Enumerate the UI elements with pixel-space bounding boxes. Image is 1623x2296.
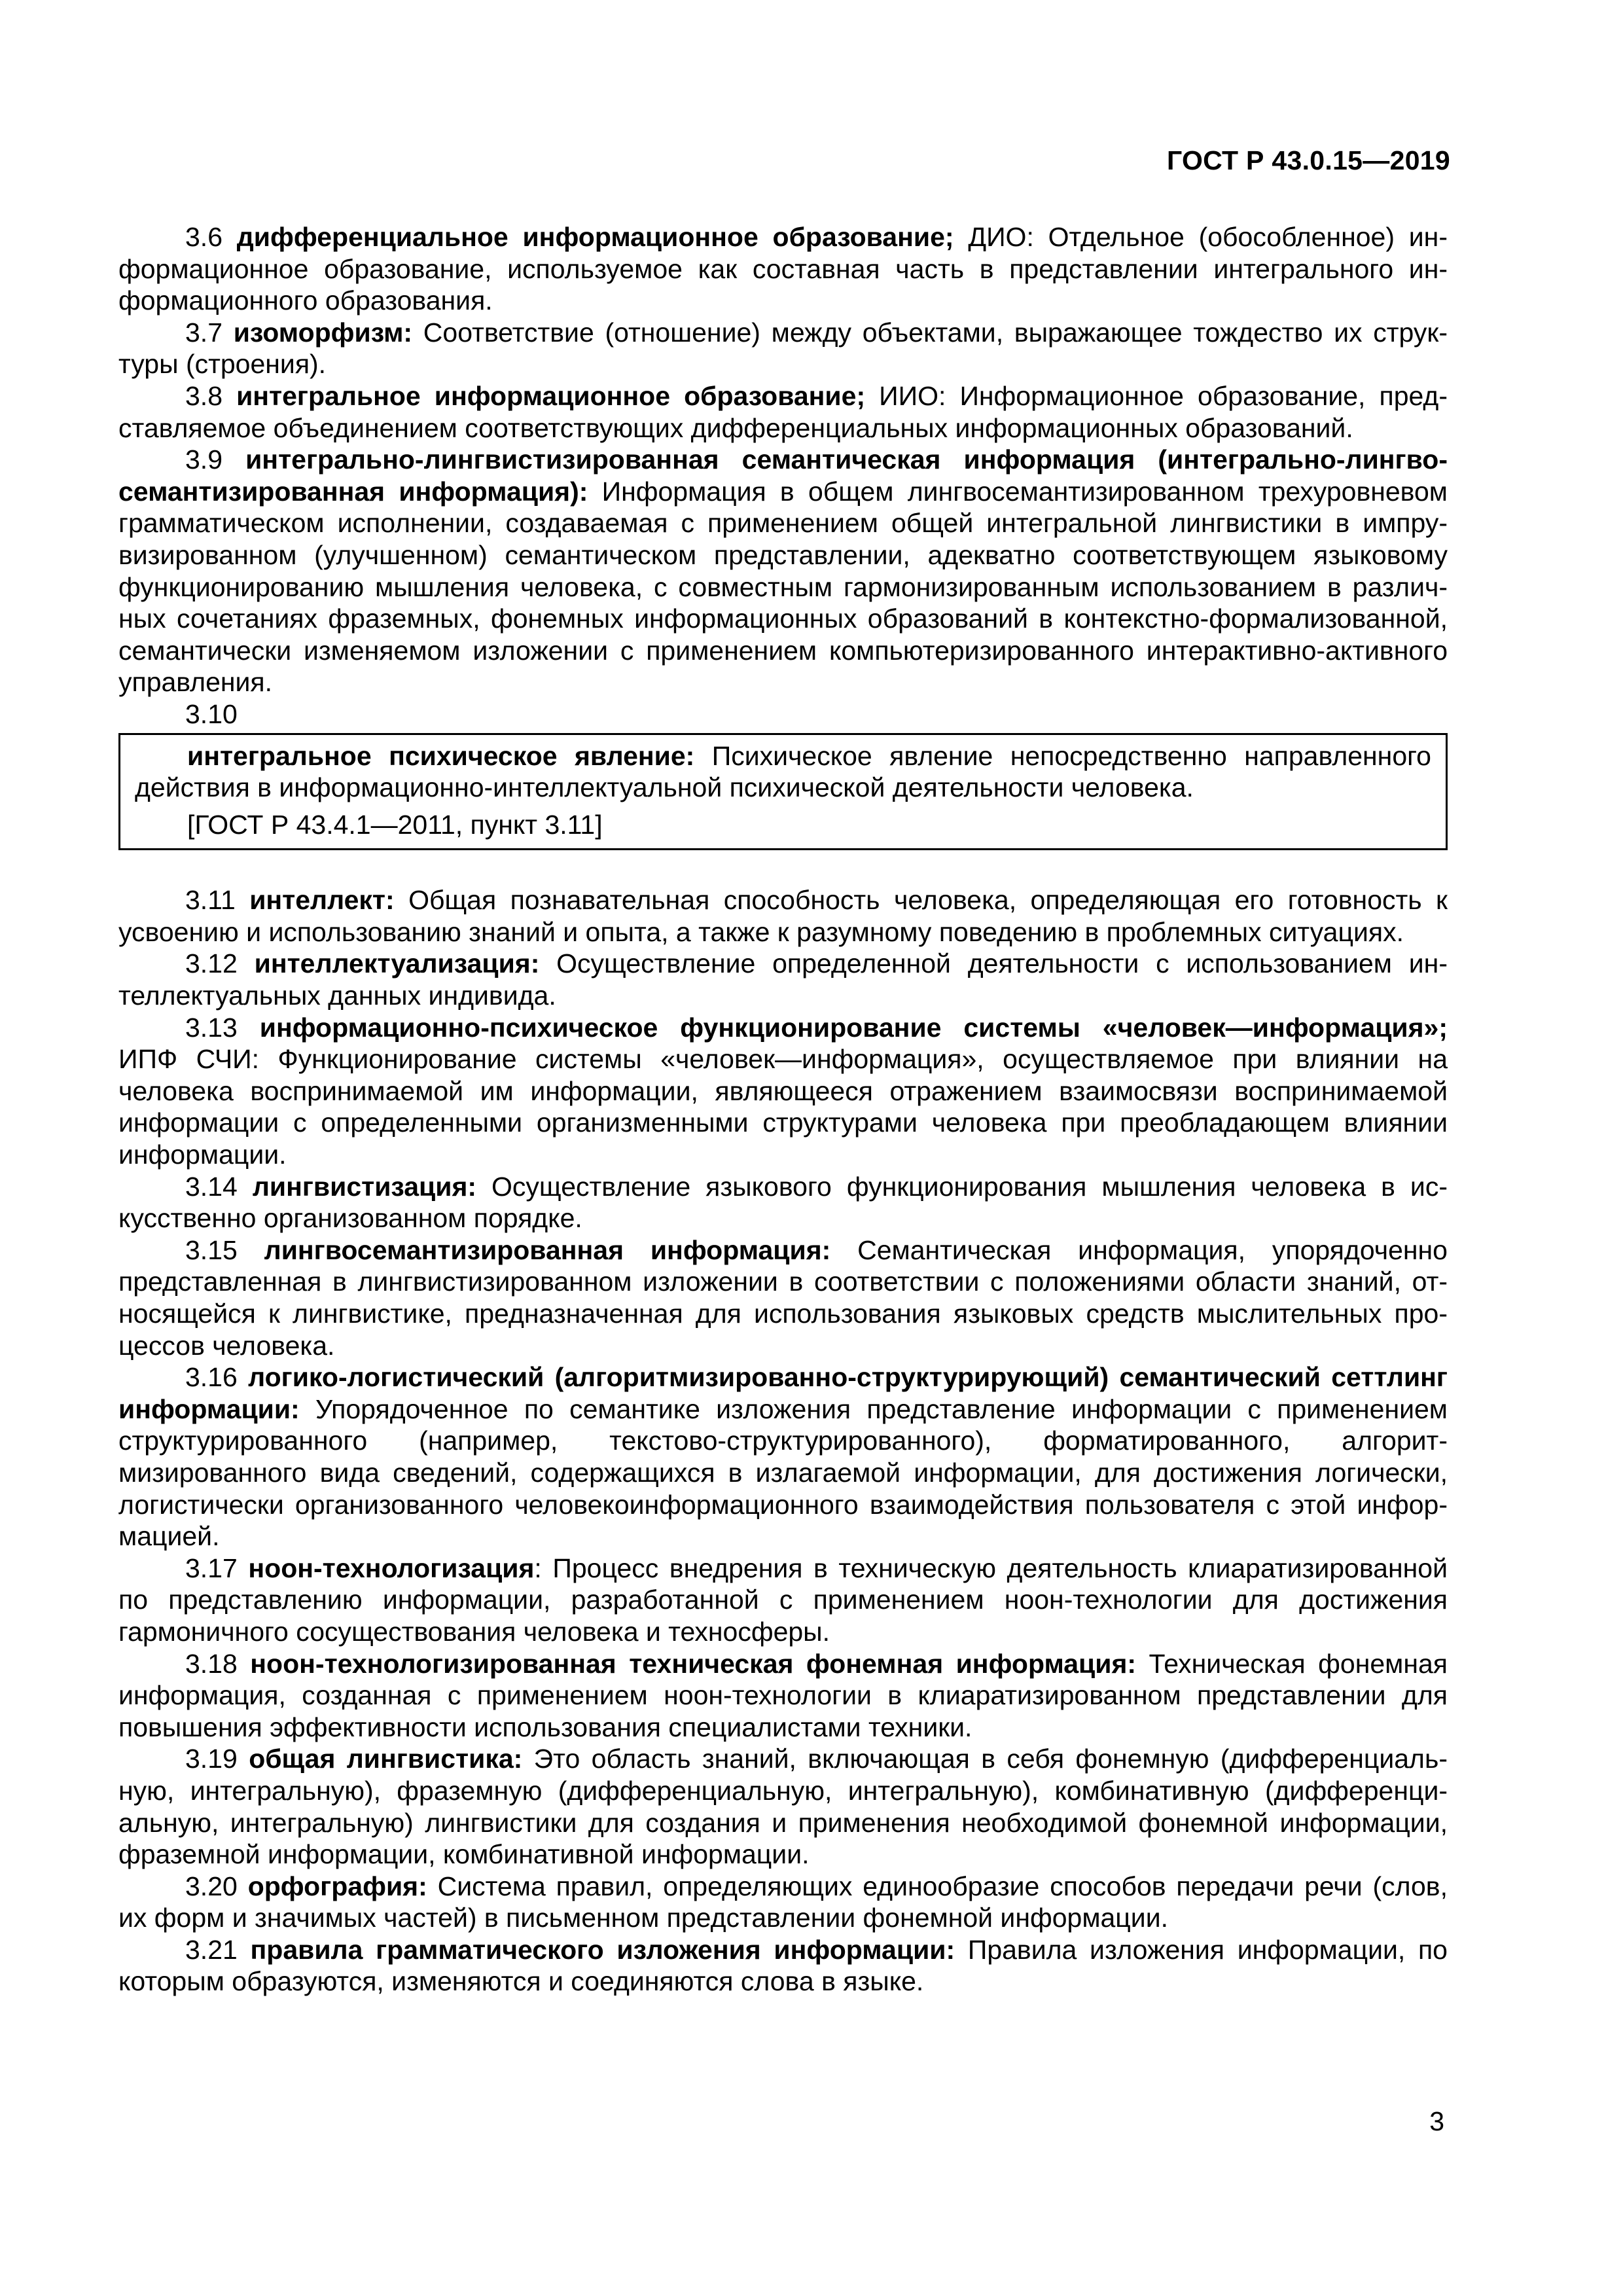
definition-text: Упорядоченное по семантике изложения представление информации с применением структурированного (например, текстово-структурированного), форматированного, алгоритмизированного вида сведений, содержащихся в излагаемой информации, для достижения логически, логистически организованного человекоинформационного взаимодействия пользователя с этой информацией. xyxy=(118,1393,1448,1552)
definition-text: : Процесс внедрения в техническую деятельность клиаратизированной по представлению информации, разработанной с применением ноон-технологии для достижения гармоничного сосуществования человека и техносферы. xyxy=(118,1552,1448,1647)
definition-text: ИИО: Информационное образование, представляемое объединением соответствующих дифференциальных информационных образований. xyxy=(118,380,1448,443)
definition-text: Соответствие (отношение) между объектами, выражающее тождество их структуры (строения). xyxy=(118,317,1448,380)
definition-entry: 3.8 интегральное информационное образование; ИИО: Информационное образование, представляемое объединением соответствующих дифференциальных информационных образований. xyxy=(118,380,1448,443)
definition-entry: 3.14 лингвистизация: Осуществление языкового функционирования мышления человека в искусственно организованном порядке. xyxy=(118,1171,1448,1234)
entries-block-1 xyxy=(118,221,1448,698)
definition-entry: 3.13 информационно-психическое функционирование системы «человек—информация»; ИПФ СЧИ: Функционирование системы «человек—информация», осуществляемое при влиянии на человека воспринимаемой им информации, являющееся отражением взаимосвязи воспринимаемой информации с определенными организменными структурами человека при преобладающем влиянии информации. xyxy=(118,1012,1448,1170)
definition-text: Общая познавательная способность человека, определяющая его готовность к усвоению и использованию знаний и опыта, а также к разумному поведению в проблемных ситуациях. xyxy=(118,885,1448,947)
term: правила грамматического изложения информации: xyxy=(250,1934,955,1965)
document-body xyxy=(118,221,1448,1998)
definition-text: Это область знаний, включающая в себя фонемную (дифференциальную, интегральную), фраземную (дифференциальную, интегральную), комбинативную (дифференциальную, интегральную) лингвистики для создания и применения необходимой фонемной информации, фраземной информации, комбинативной информации. xyxy=(118,1744,1448,1870)
definition-text: ИПФ СЧИ: Функционирование системы «человек—информация», осуществляемое при влиянии на человека воспринимаемой им информации, являющееся отражением взаимосвязи воспринимаемой информации с определенными организменными структурами человека при преобладающем влиянии информации. xyxy=(118,1044,1448,1170)
term: орфография: xyxy=(247,1871,427,1901)
definition-entry: 3.18 ноон-технологизированная техническая фонемная информация: Техническая фонемная информация, созданная с применением ноон-технологии в клиаратизированном представлении для повышения эффективности использования специалистами техники. xyxy=(118,1648,1448,1742)
definition-entry: 3.9 интегрально-лингвистизированная семантическая информация (интегрально-лингвосемантизированная информация): Информация в общем лингвосемантизированном трехуровневом грамматическом исполнении, создаваемая с применением общей интегральной лингвистики в импрувизированном (улучшенном) семантическом представлении, адекватно соответствующем языковому функционированию мышления человека, с совместным гармонизированным использованием в различных сочетаниях фраземных, фонемных информационных образований в контекстно-формализованной, семантически изменяемом изложении с применением компьютеризированного интерактивно-активного управления. xyxy=(118,444,1448,698)
definition-entry: 3.12 интеллектуализация: Осуществление определенной деятельности с использованием интеллектуальных данных индивида. xyxy=(118,948,1448,1011)
definition-entry: 3.21 правила грамматического изложения информации: Правила изложения информации, по которым образуются, изменяются и соединяются слова в языке. xyxy=(118,1934,1448,1997)
page-number: 3 xyxy=(1429,2106,1444,2136)
definition-text: Осуществление языкового функционирования мышления человека в искусственно организованном порядке. xyxy=(118,1171,1448,1234)
definition-text: Техническая фонемная информация, созданная с применением ноон-технологии в клиаратизированном представлении для повышения эффективности использования специалистами техники. xyxy=(118,1648,1448,1742)
definition-text: Психическое явление непосредственно направленного действия в информационно-интеллектуальной психической деятельности человека. xyxy=(135,740,1431,803)
definition-text: Система правил, определяющих единообразие способов передачи речи (слов, их форм и значимых частей) в письменном представлении фонемной информации. xyxy=(118,1871,1448,1933)
document-designation: ГОСТ Р 43.0.15—2019 xyxy=(1166,145,1450,175)
term: ноон-технологизированная техническая фонемная информация: xyxy=(250,1648,1137,1679)
reference-source: [ГОСТ Р 43.4.1—2011, пункт 3.11] xyxy=(187,809,603,840)
definition-text: Семантическая информация, упорядоченно представленная в лингвистизированном изложении в соответствии с положениями области знаний, относящейся к лингвистике, предназначенная для использования языковых средств мыслительных процессов человека. xyxy=(118,1234,1448,1361)
term: интегрально-лингвистизированная семантическая информация (интегрально-лингвосемантизированная информация): xyxy=(118,444,1448,507)
term: интеллектуализация: xyxy=(254,948,540,979)
term: лингвосемантизированная информация: xyxy=(264,1234,831,1265)
term: интеллект: xyxy=(249,885,395,916)
definition-text: Информация в общем лингвосемантизированном трехуровневом грамматическом исполнении, создаваемая с применением общей интегральной лингвистики в импрувизированном (улучшенном) семантическом представлении, адекватно соответствующем языковому функционированию мышления человека, с совместным гармонизированным использованием в различных сочетаниях фраземных, фонемных информационных образований в контекстно-формализованной, семантически изменяемом изложении с применением компьютеризированного интерактивно-активного управления. xyxy=(118,476,1448,698)
term: интегральное информационное образование; xyxy=(236,380,866,411)
definition-entry: 3.19 общая лингвистика: Это область знаний, включающая в себя фонемную (дифференциальную, интегральную), фраземную (дифференциальную, интегральную), комбинативную (дифференциальную, интегральную) лингвистики для создания и применения необходимой фонемной информации, фраземной информации, комбинативной информации. xyxy=(118,1744,1448,1870)
definition-text: Осуществление определенной деятельности с использованием интеллектуальных данных индивида. xyxy=(118,948,1448,1011)
definition-entry: 3.15 лингвосемантизированная информация: Семантическая информация, упорядоченно представленная в лингвистизированном изложении в соответствии с положениями области знаний, относящейся к лингвистике, предназначенная для использования языковых средств мыслительных процессов человека. xyxy=(118,1234,1448,1361)
term: информационно-психическое функционирование системы «человек—информация»; xyxy=(259,1012,1448,1043)
term: общая лингвистика: xyxy=(249,1744,523,1774)
definition-entry: 3.7 изоморфизм: Соответствие (отношение) между объектами, выражающее тождество их структуры (строения). xyxy=(118,317,1448,380)
term: логико-логистический (алгоритмизированно-структурирующий) семантический сеттлинг информации: xyxy=(118,1362,1448,1424)
definition-entry xyxy=(135,740,1431,804)
entry-number-3-10: 3.10 xyxy=(185,698,238,729)
term: интегральное психическое явление: xyxy=(187,740,695,771)
definition-entry: 3.17 ноон-технологизация: Процесс внедрения в техническую деятельность клиаратизированной по представлению информации, разработанной с применением ноон-технологии для достижения гармоничного сосуществования человека и техносферы. xyxy=(118,1552,1448,1647)
term: лингвистизация: xyxy=(252,1171,477,1202)
definition-entry: 3.11 интеллект: Общая познавательная способность человека, определяющая его готовность к усвоению и использованию знаний и опыта, а также к разумному поведению в проблемных ситуациях. xyxy=(118,885,1448,947)
definition-entry: 3.6 дифференциальное информационное образование; ДИО: Отдельное (обособленное) информационное образование, используемое как составная часть в представлении интегрального информационного образования. xyxy=(118,222,1448,316)
term: изоморфизм: xyxy=(233,317,413,348)
definition-text: ДИО: Отдельное (обособленное) информационное образование, используемое как составная часть в представлении интегрального информационного образования. xyxy=(118,222,1448,316)
definition-entry: 3.16 логико-логистический (алгоритмизированно-структурирующий) семантический сеттлинг информации: Упорядоченное по семантике изложения представление информации с применением структурированного (например, текстово-структурированного), форматированного, алгоритмизированного вида сведений, содержащихся в излагаемой информации, для достижения логически, логистически организованного человекоинформационного взаимодействия пользователя с этой информацией. xyxy=(118,1362,1448,1552)
definition-entry: 3.20 орфография: Система правил, определяющих единообразие способов передачи речи (слов, их форм и значимых частей) в письменном представлении фонемной информации. xyxy=(118,1871,1448,1933)
referenced-definition-box xyxy=(118,733,1448,851)
term: ноон-технологизация xyxy=(248,1552,535,1583)
term: дифференциальное информационное образование; xyxy=(236,222,954,252)
entries-block-2 xyxy=(118,884,1448,1998)
definition-text: Правила изложения информации, по которым образуются, изменяются и соединяются слова в языке. xyxy=(118,1934,1448,1997)
